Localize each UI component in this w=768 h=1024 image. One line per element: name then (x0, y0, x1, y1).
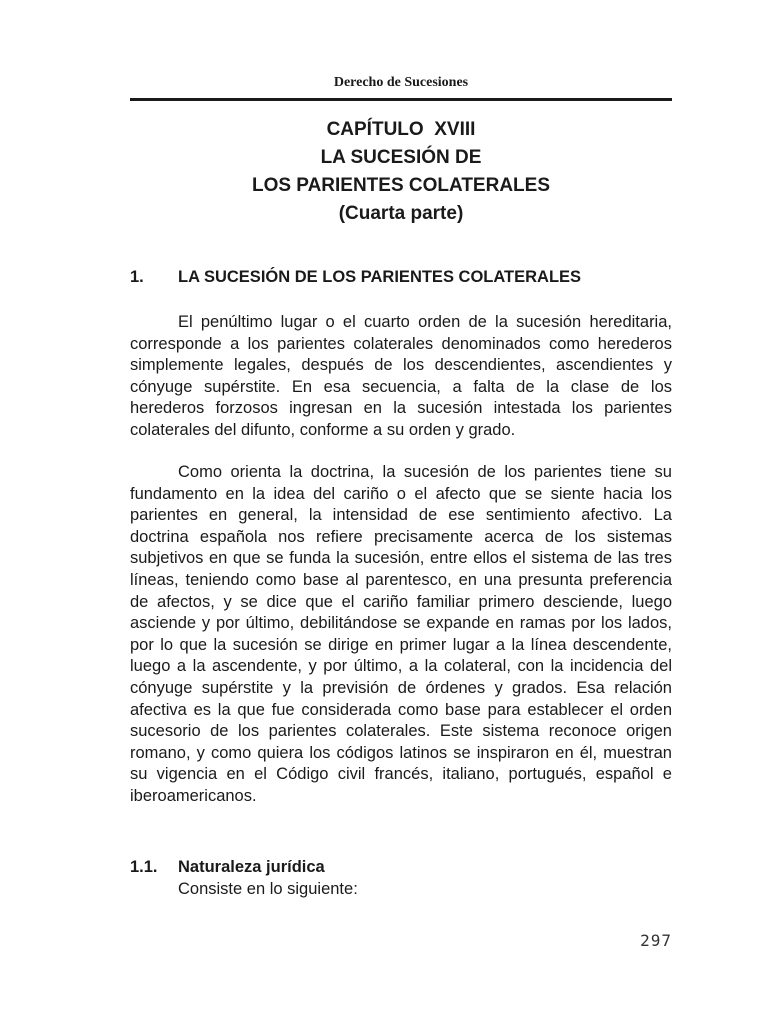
section-number: 1. (130, 268, 144, 286)
chapter-title-line-1: LA SUCESIÓN DE (320, 147, 482, 168)
running-header: Derecho de Sucesiones (333, 75, 469, 90)
chapter-title (130, 116, 672, 228)
subsection-number: 1.1. (130, 858, 158, 876)
body-paragraph-2-block (130, 462, 672, 808)
body-paragraph-1-block (130, 312, 672, 442)
page-number: 297 (640, 931, 672, 950)
header-rule (130, 98, 672, 101)
chapter-subtitle: (Cuarta parte) (338, 203, 464, 224)
subsection-text: Consiste en lo siguiente: (178, 880, 358, 898)
body-paragraph: El penúltimo lugar o el cuarto orden de la sucesión hereditaria, corresponde a los parientes colaterales denominados como herederos simplemente legales, después de los descendientes, ascendientes y cónyuge supérstite. En esa secuencia, a falta de la clase de los herederos forzosos ingresan en la sucesión intestada los parientes colaterales del difunto, conforme a su orden y grado. (130, 313, 672, 439)
section-heading (130, 266, 672, 288)
subsection-heading (130, 856, 672, 878)
body-paragraph: Como orienta la doctrina, la sucesión de los parientes tiene su fundamento en la idea del cariño o el afecto que se siente hacia los parientes en general, la intensidad de ese sentimiento afectivo. La doctrina española nos refiere precisamente acerca de los sistemas subjetivos en que se funda la sucesión, entre ellos el sistema de las tres líneas, teniendo como base al parentesco, en una presunta preferencia de afectos, y se dice que el cariño familiar primero desciende, luego asciende y por último, debilitándose se expande en ramas por los lados, por lo que la sucesión se dirige en primer lugar a la línea descendente, luego a la ascendente, y por último, a la colateral, con la incidencia del cónyuge supérstite y la previsión de órdenes y grados. Esa relación afectiva es la que fue considerada como base para establecer el orden sucesorio de los parientes colaterales. Este sistema reconoce origen romano, y como quiera los códigos latinos se inspiraron en él, muestran su vigencia en el Código civil francés, italiano, portugués, español e iberoamericanos. (130, 463, 672, 805)
chapter-title-line-2: LOS PARIENTES COLATERALES (251, 175, 551, 196)
section-title: LA SUCESIÓN DE LOS PARIENTES COLATERALES (178, 268, 582, 286)
chapter-number: CAPÍTULO XVIII (326, 119, 476, 140)
subsection-title: Naturaleza jurídica (178, 858, 325, 876)
